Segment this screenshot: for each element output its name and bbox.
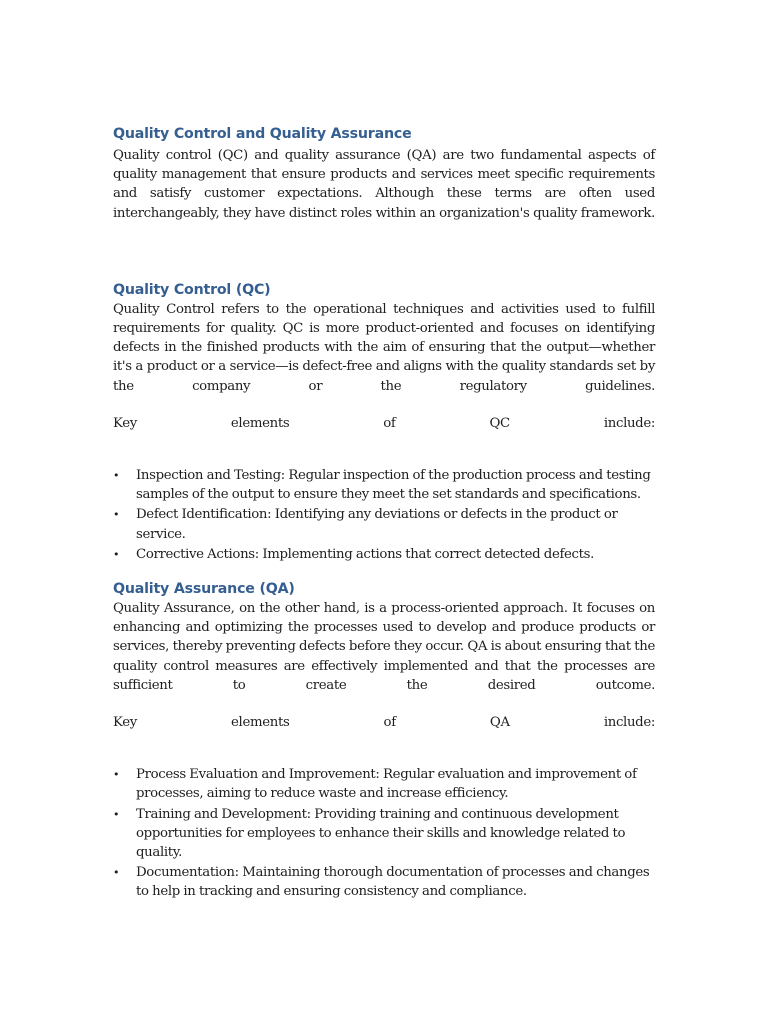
list-item: • Defect Identification: Identifying any deviations or defects in the product or service. bbox=[113, 507, 618, 542]
document-title: Quality Control and Quality Assurance bbox=[113, 126, 412, 142]
bullet-icon: • bbox=[113, 866, 120, 880]
qa-heading: Quality Assurance (QA) bbox=[113, 581, 295, 598]
qa-list bbox=[113, 765, 655, 901]
qc-paragraph: Quality Control refers to the operational techniques and activities used to fulfill requirements for quality. QC is more product-oriented and focuses on identifying defects in the finished products with the aim of ensuring that the output—whether it's a product or a service—is defect-free and aligns with the quality standards set by the company or the regulatory guidelines. bbox=[113, 301, 655, 394]
qc-list bbox=[113, 466, 655, 564]
bullet-icon: • bbox=[113, 508, 120, 522]
list-item: • Corrective Actions: Implementing actions that correct detected defects. bbox=[113, 545, 655, 564]
list-item: • Process Evaluation and Improvement: Regular evaluation and improvement of processes, aiming to reduce waste and increase efficiency. bbox=[113, 767, 637, 802]
bullet-icon: • bbox=[113, 547, 120, 561]
list-item: • Training and Development: Providing training and continuous development opportunities for employees to enhance their skills and knowledge related to quality. bbox=[113, 806, 626, 861]
qa-key-elements: Key elements of QA include: bbox=[113, 715, 655, 731]
bullet-icon: • bbox=[113, 807, 120, 821]
bullet-icon: • bbox=[113, 469, 120, 483]
qa-paragraph: Quality Assurance, on the other hand, is a process-oriented approach. It focuses on enhancing and optimizing the processes used to develop and produce products or services, thereby preventing defects before they occur. QA is about ensuring that the quality control measures are effectively implemented and that the processes are sufficient to create the desired outcome. bbox=[113, 601, 655, 693]
list-item: • Inspection and Testing: Regular inspection of the production process and testing samples of the output to ensure they meet the set standards and specifications. bbox=[113, 468, 651, 503]
qc-heading: Quality Control (QC) bbox=[113, 281, 271, 298]
intro-paragraph: Quality control (QC) and quality assurance (QA) are two fundamental aspects of quality management that ensure products and services meet specific requirements and satisfy customer expectations. Although these terms are often used interchangeably, they have distinct roles within an organization's quality framework. bbox=[113, 148, 655, 221]
list-item: • Documentation: Maintaining thorough documentation of processes and changes to help in tracking and ensuring consistency and compliance. bbox=[113, 865, 650, 900]
qc-key-elements: Key elements of QC include: bbox=[113, 415, 655, 431]
bullet-icon: • bbox=[113, 768, 120, 782]
document-body bbox=[113, 124, 655, 902]
